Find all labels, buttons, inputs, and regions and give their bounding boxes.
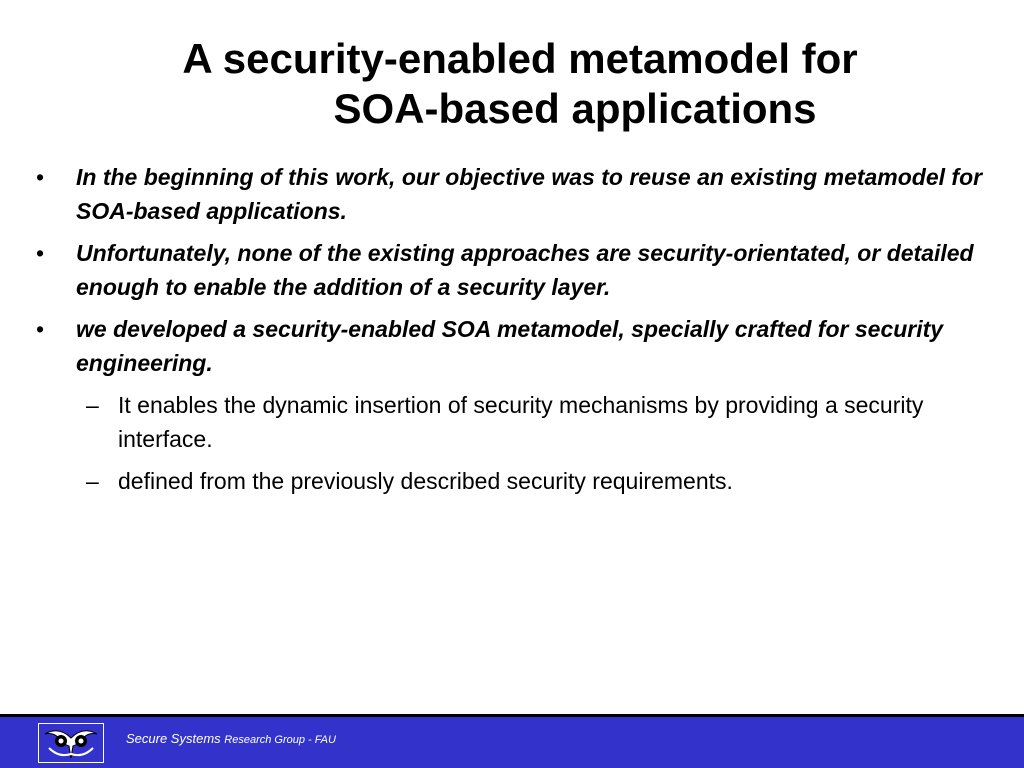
sub-bullet-marker: – [86,392,99,418]
sub-bullet-item [36,388,996,456]
bullet-text: we developed a security-enabled SOA metamodel, specially crafted for security engineering. [76,316,944,376]
slide-content [36,160,996,506]
slide-title [60,34,980,134]
sub-bullet-text: defined from the previously described security requirements. [118,468,733,494]
bullet-marker: • [36,240,45,266]
sub-bullet-text: It enables the dynamic insertion of security mechanisms by providing a security interface. [118,392,924,452]
bullet-marker: • [36,164,45,190]
slide-title-line2: SOA-based applications [333,85,817,132]
sub-bullet-item [36,464,996,498]
footer-text-part2: Research Group - FAU [224,734,336,746]
footer-text [126,731,336,746]
slide-title-line1: A security-enabled metamodel for [182,35,858,82]
bullet-item [36,312,996,380]
owl-logo-graphic [39,724,103,762]
sub-bullet-marker: – [86,468,99,494]
footer-bar [0,714,1024,768]
bullet-text: In the beginning of this work, our objective was to reuse an existing metamodel for SOA-based applications. [76,164,983,224]
bullet-item [36,160,996,228]
bullet-text: Unfortunately, none of the existing approaches are security-orientated, or detailed enough to enable the addition of a security layer. [76,240,974,300]
footer-text-part1: Secure Systems [126,731,221,746]
owl-logo-icon [38,723,104,763]
bullet-marker: • [36,316,45,342]
bullet-item [36,236,996,304]
